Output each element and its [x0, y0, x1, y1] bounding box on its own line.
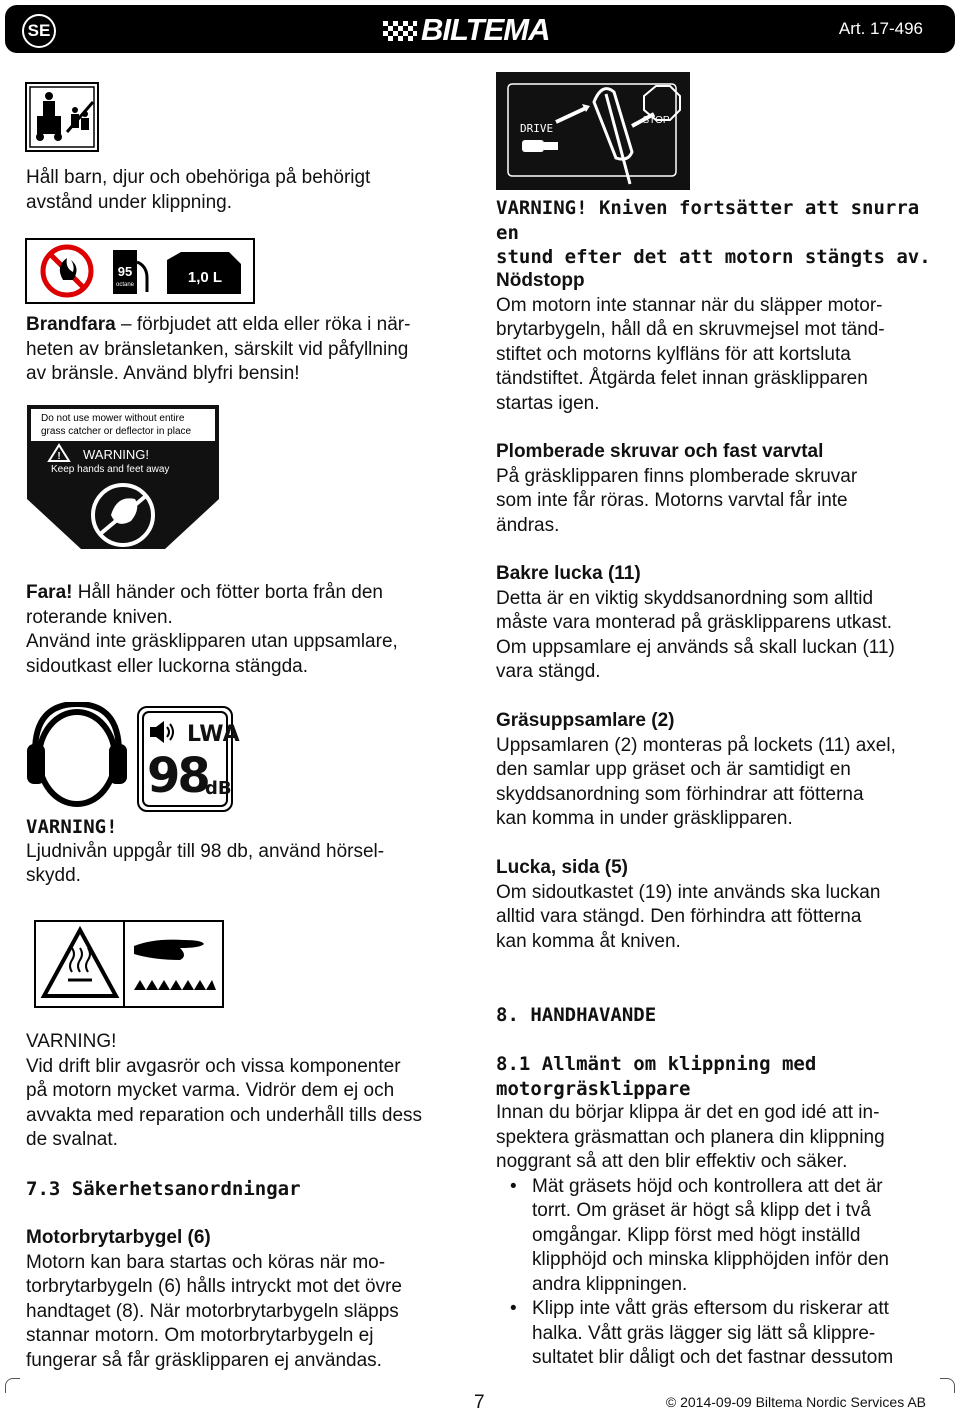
- checkered-flag-icon: [383, 21, 417, 43]
- lwa-label: LWA: [187, 722, 240, 747]
- rear-title: Bakre lucka (11): [496, 563, 641, 584]
- section-heading-8: 8. HANDHAVANDE: [496, 1004, 657, 1026]
- decal-line1: Do not use mower without entire: [41, 413, 185, 424]
- grass-catcher-section: Gräsuppsamlare (2) Uppsamlaren (2) monteras på lockets (11) axel, den samlar upp gräset och är samtidigt en skyddsanordning som förhindrar att fötterna kan komma in under gräsklipparen.: [496, 709, 941, 832]
- sealed-screws-section: Plomberade skruvar och fast varvtal På gräsklipparen finns plomberade skruvar som inte får röras. Motorns varvtal får inte ändras.: [496, 440, 941, 538]
- bail-section: Motorbrytarbygel (6) Motorn kan bara startas och köras när mo- torbrytarbygeln (6) hålls intryckt mot det övre handtaget (8). När motorbrytarbygeln släpps stannar motorn. Om motorbrytarbygeln ej fungerar så får gräsklipparen ej användas.: [26, 1226, 471, 1373]
- decal-line2: grass catcher or deflector in place: [41, 426, 192, 437]
- drive-stop-decal: [496, 72, 690, 190]
- fuel-volume: 1,0 L: [187, 269, 223, 286]
- keep-bystanders-away-icon: [25, 82, 99, 152]
- danger-text: Fara! Håll händer och fötter borta från den roterande kniven. Använd inte gräsklipparen utan uppsamlare, sidoutkast eller luckorna stängda.: [26, 582, 398, 677]
- fire-title: Brandfara: [26, 314, 116, 335]
- article-number: Art. 17-496: [838, 19, 923, 38]
- header-bar: [5, 5, 955, 53]
- fire-warning-text: Brandfara – förbjudet att elda eller röka i när- heten av bränsletanken, särskilt vid påfyllning av bränsle. Använd blyfri bensin!: [26, 314, 411, 384]
- catcher-title: Gräsuppsamlare (2): [496, 710, 675, 731]
- list-item: • Klipp inte vått gräs eftersom du riskerar att halka. Vått gräs lägger sig lätt så klippre- sultatet blir dåligt och det fastnar dessutom: [532, 1297, 941, 1371]
- list-item: • Mät gräsets höjd och kontrollera att det är torrt. Om gräset är högt så klipp det i två omgångar. Klipp först med högt inställd klipphöjd och minska klipphöjden inför den andra klippningen.: [532, 1175, 941, 1298]
- brand-logo: [383, 12, 549, 48]
- noise-warning-text: VARNING! Ljudnivån uppgår till 98 db, använd hörsel- skydd.: [26, 815, 471, 889]
- bystanders-text: Håll barn, djur och obehöriga på behörigt avstånd under klippning.: [26, 167, 371, 213]
- svg-text:!: !: [57, 451, 61, 462]
- stop-label: STOP: [642, 115, 670, 126]
- page-number: 7: [474, 1392, 485, 1413]
- drive-label: DRIVE: [520, 122, 554, 135]
- hot-warning-text: VARNING! Vid drift blir avgasrör och vissa komponenter på motorn mycket varma. Vidrör dem ej och avvakta med reparation och underhåll tills dess de svalnat.: [26, 1030, 471, 1153]
- fire-and-fuel-icon: [25, 238, 255, 304]
- rear-flap-section: Bakre lucka (11) Detta är en viktig skyddsanordning som alltid måste vara monterad på gräsklipparens utkast. Om uppsamlare ej används så skall luckan (11) vara stängd.: [496, 562, 941, 685]
- hot-title: VARNING!: [26, 1031, 117, 1052]
- emergency-title: Nödstopp: [496, 270, 585, 291]
- copyright: © 2014-09-09 Biltema Nordic Services AB: [665, 1394, 926, 1410]
- octane-label: octane: [115, 282, 135, 288]
- general-section: 8.1 Allmänt om klippning med motorgräsklippare Innan du börjar klippa är det en god idé att in- spektera gräsmattan och planera din klippning noggrant så att den blir effektiv och säker. • Mät gräsets höjd och kontrollera att det är torrt. Om gräset är högt så klipp det i två omgångar. Klipp först med högt inställd klipphöjd och minska klipphöjden inför den andra klippningen. • Klipp inte vått gräs eftersom du riskerar att halka. Vått gräs lägger sig lätt så klippre- sultatet blir dåligt och det fastnar dessutom: [496, 1052, 941, 1371]
- side-flap-section: Lucka, sida (5) Om sidoutkastet (19) inte används ska luckan alltid vara stängd. Den förhindra att fötterna kan komma åt kniven.: [496, 856, 941, 954]
- bail-title: Motorbrytarbygel (6): [26, 1227, 211, 1248]
- noise-value: 98: [147, 748, 208, 804]
- country-badge: SE: [22, 14, 56, 48]
- corner-mark: [5, 1378, 20, 1393]
- danger-title: Fara!: [26, 582, 73, 603]
- sealed-title: Plomberade skruvar och fast varvtal: [496, 441, 824, 462]
- hot-surface-icon: [34, 920, 224, 1008]
- decal-keep: Keep hands and feet away: [51, 464, 170, 475]
- noise-title: VARNING!: [26, 816, 118, 838]
- noise-unit: dB: [205, 778, 232, 799]
- side-title: Lucka, sida (5): [496, 857, 628, 878]
- noise-level-badge: [137, 706, 240, 812]
- section-heading-7-3: 7.3 Säkerhetsanordningar: [26, 1178, 301, 1200]
- hearing-protection-icon: [25, 702, 129, 810]
- brand-name: BILTEMA: [421, 12, 550, 47]
- corner-mark: [940, 1378, 955, 1393]
- hands-feet-decal: [25, 403, 221, 551]
- emergency-stop-section: Nödstopp Om motorn inte stannar när du släpper motor- brytarbygeln, håll då en skruvmejsel mot tänd- stiftet och motorns kylfläns för att kortsluta tändstiftet. Åtgärda felet innan gräsklipparen startas igen.: [496, 269, 941, 416]
- speaker-icon: [149, 720, 175, 744]
- octane-number: 95: [117, 264, 133, 279]
- blade-warning: VARNING! Kniven fortsätter att snurra en stund efter det att motorn stängts av.: [496, 197, 931, 268]
- tips-list: [496, 1175, 941, 1371]
- decal-warning: WARNING!: [83, 447, 149, 462]
